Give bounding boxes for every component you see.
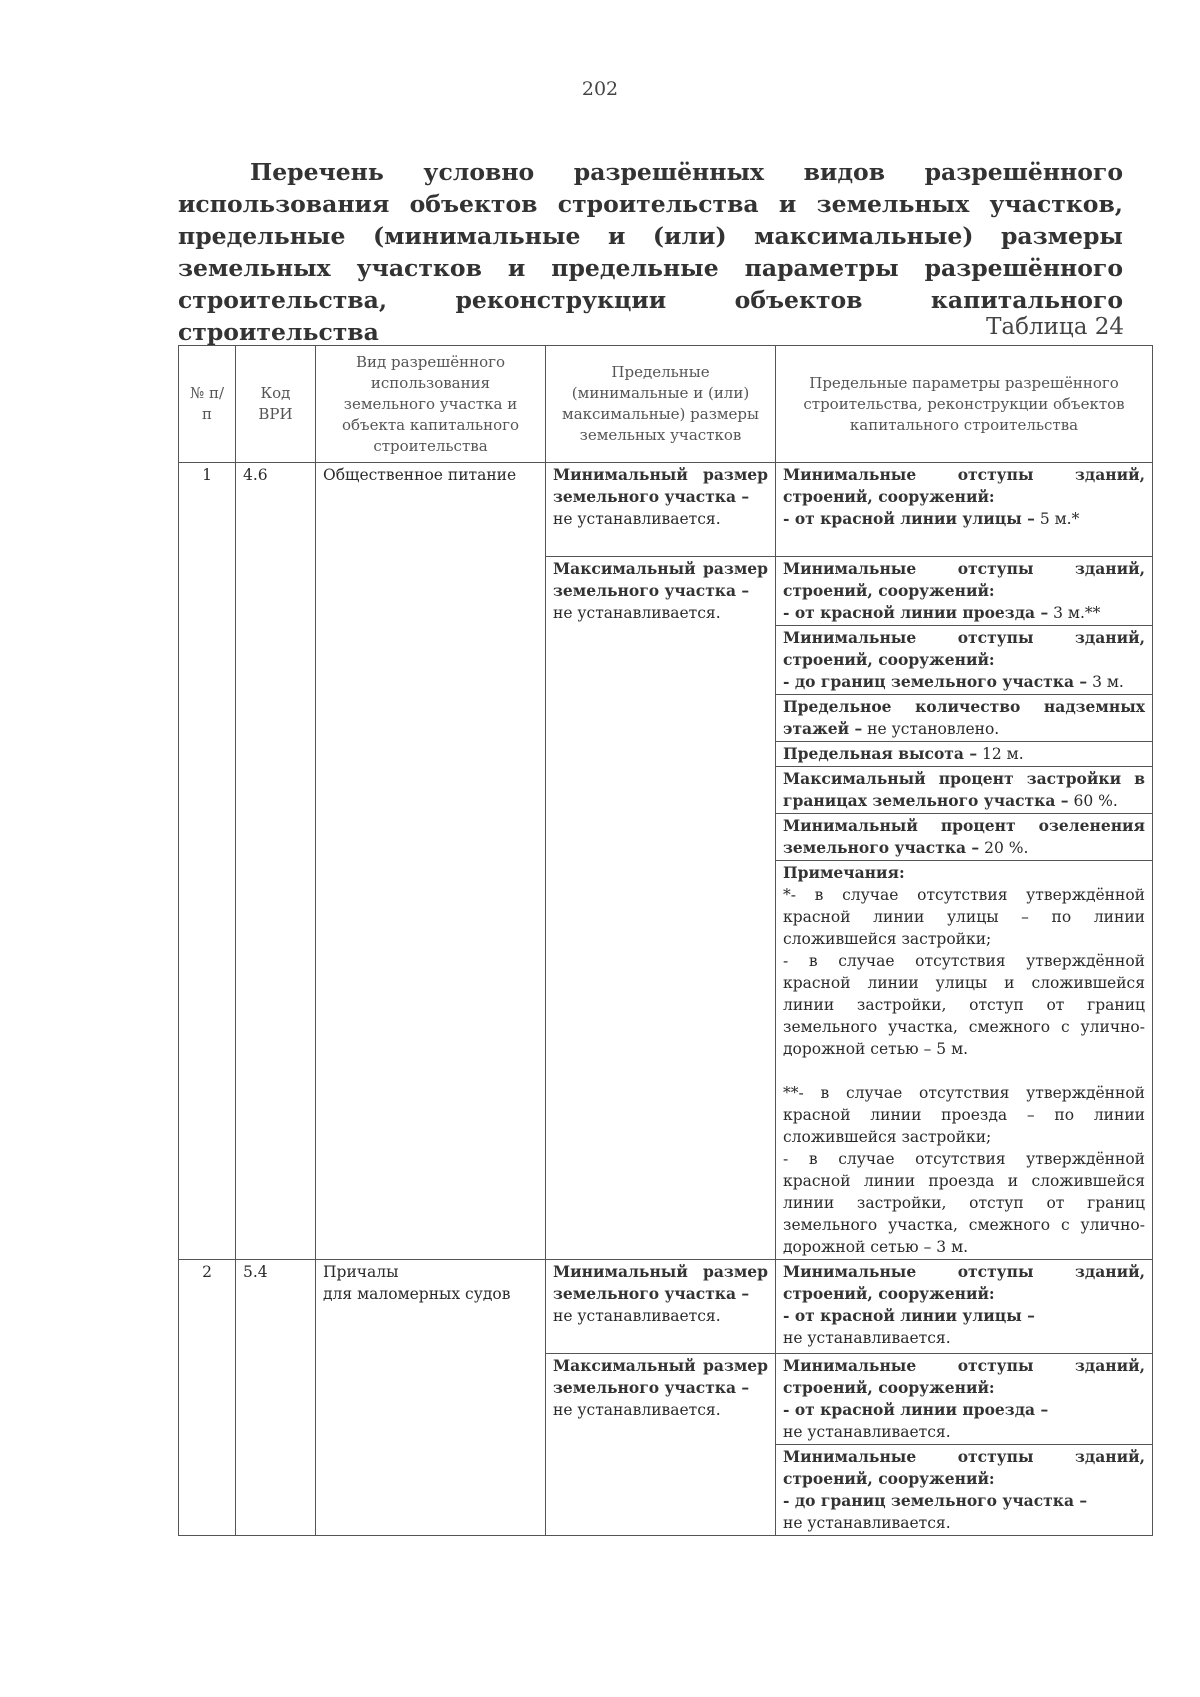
param-cell [776, 695, 1153, 742]
param-sublabel: - от красной линии проезда – [783, 1400, 1049, 1419]
row-code: 4.6 [236, 463, 316, 1260]
page-number: 202 [581, 78, 619, 100]
param-label: Минимальные отступы зданий, строений, сооружений: [783, 628, 1145, 669]
notes-cell [776, 861, 1153, 1260]
table-header-row [179, 346, 1153, 463]
param-cell [776, 814, 1153, 861]
param-label: Предельное количество надземных этажей – [783, 697, 1145, 738]
param-value: не устанавливается. [783, 1423, 951, 1441]
param-value: не устанавливается. [783, 1329, 951, 1347]
regulations-table [178, 345, 1153, 1536]
param-value: 3 м. [1087, 673, 1124, 691]
title-line: Перечень условно разрешённых видов разрешённого [250, 158, 1123, 186]
title-line: реконструкции объектов капитального строительства [178, 286, 1124, 346]
param-cell [776, 463, 1153, 557]
param-label: Минимальные отступы зданий, строений, сооружений: [783, 1262, 1145, 1303]
param-cell [776, 1260, 1153, 1354]
param-label: Минимальный процент озеленения земельного участка – [783, 816, 1145, 857]
header-use: Вид разрешённого использования земельного участка и объекта капитального строительства [316, 346, 546, 463]
param-sublabel: - от красной линии улицы – [783, 509, 1035, 528]
title-line: использования объектов строительства и земельных участков, [178, 190, 1123, 218]
param-cell [776, 626, 1153, 695]
note-text: *- в случае отсутствия утверждённой красной линии улицы – по линии сложившейся застройки; [783, 886, 1145, 948]
min-size-cell [546, 1260, 776, 1354]
param-label: Минимальные отступы зданий, строений, сооружений: [783, 559, 1145, 600]
row-use: Общественное питание [316, 463, 546, 1260]
param-sublabel: - от красной линии улицы – [783, 1306, 1035, 1325]
row-code: 5.4 [236, 1260, 316, 1536]
note-text: **- в случае отсутствия утверждённой красной линии проезда – по линии сложившейся застройки; [783, 1084, 1145, 1146]
param-value: не устанавливается. [783, 1514, 951, 1532]
title-line: предельные (минимальные и (или) максимальные) размеры земельных [178, 222, 1123, 282]
min-size-cell [546, 463, 776, 557]
document-title [178, 156, 1123, 348]
title-line: участков и предельные параметры разрешённого строительства, [178, 254, 1123, 314]
note-text: - в случае отсутствия утверждённой красной линии проезда и сложившейся линии застройки, отступ от границ земельного участка, смежного с улично-дорожной сетью – 3 м. [783, 1150, 1145, 1256]
header-code: Код ВРИ [236, 346, 316, 463]
row-use-line: Причалы [323, 1263, 399, 1281]
param-value: 3 м.** [1048, 604, 1101, 622]
min-size-label: Минимальный размер земельного участка – [553, 1262, 768, 1303]
param-label: Максимальный процент застройки в границах земельного участка – [783, 769, 1145, 810]
param-value: 5 м.* [1034, 510, 1080, 528]
header-params: Предельные параметры разрешённого строительства, реконструкции объектов капитального строительства [776, 346, 1153, 463]
row-number: 1 [179, 463, 236, 1260]
param-value: 60 %. [1068, 792, 1118, 810]
param-cell [776, 1354, 1153, 1445]
table-row [179, 463, 1153, 557]
param-cell [776, 767, 1153, 814]
param-value: 20 %. [979, 839, 1029, 857]
param-label: Минимальные отступы зданий, строений, сооружений: [783, 465, 1145, 506]
param-label: Минимальные отступы зданий, строений, сооружений: [783, 1356, 1145, 1397]
param-sublabel: - от красной линии проезда – [783, 603, 1049, 622]
param-value: 12 м. [977, 745, 1024, 763]
param-label: Минимальные отступы зданий, строений, сооружений: [783, 1447, 1145, 1488]
param-label: Предельная высота – [783, 744, 978, 763]
row-use [316, 1260, 546, 1536]
max-size-cell [546, 557, 776, 1260]
table-caption: Таблица 24 [986, 314, 1124, 340]
max-size-value: не устанавливается. [553, 1401, 721, 1419]
max-size-cell [546, 1354, 776, 1536]
max-size-label: Максимальный размер земельного участка – [553, 559, 768, 600]
param-value: не установлено. [862, 720, 1000, 738]
param-sublabel: - до границ земельного участка – [783, 1491, 1088, 1510]
header-num: № п/п [179, 346, 236, 463]
param-cell [776, 1445, 1153, 1536]
header-sizes: Предельные (минимальные и (или) максимальные) размеры земельных участков [546, 346, 776, 463]
param-cell [776, 742, 1153, 767]
notes-title: Примечания: [783, 863, 905, 882]
row-number: 2 [179, 1260, 236, 1536]
min-size-value: не устанавливается. [553, 1307, 721, 1325]
table-row [179, 1260, 1153, 1354]
max-size-value: не устанавливается. [553, 604, 721, 622]
min-size-label: Минимальный размер земельного участка – [553, 465, 768, 506]
param-cell [776, 557, 1153, 626]
max-size-label: Максимальный размер земельного участка – [553, 1356, 768, 1397]
param-sublabel: - до границ земельного участка – [783, 672, 1088, 691]
row-use-line: для маломерных судов [323, 1285, 511, 1303]
min-size-value: не устанавливается. [553, 510, 721, 528]
note-text: - в случае отсутствия утверждённой красной линии улицы и сложившейся линии застройки, отступ от границ земельного участка, смежного с улично-дорожной сетью – 5 м. [783, 952, 1145, 1058]
